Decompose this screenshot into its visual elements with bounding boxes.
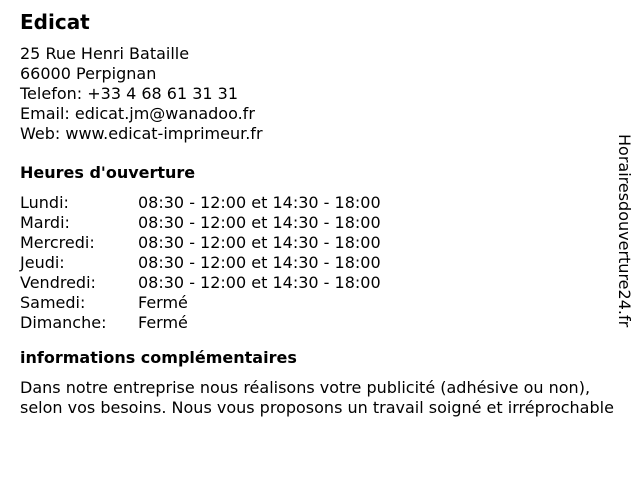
address-street: 25 Rue Henri Bataille <box>20 44 190 63</box>
hours-time: Fermé <box>138 293 188 312</box>
hours-day: Mercredi: <box>20 233 95 252</box>
hours-day: Jeudi: <box>20 253 65 272</box>
site-watermark: Horairesdouverture24.fr <box>615 134 634 328</box>
business-name: Edicat <box>20 10 90 34</box>
web-line: Web: www.edicat-imprimeur.fr <box>20 124 263 143</box>
hours-day: Dimanche: <box>20 313 107 332</box>
hours-time: 08:30 - 12:00 et 14:30 - 18:00 <box>138 253 381 272</box>
hours-row <box>20 233 610 253</box>
hours-heading: Heures d'ouverture <box>20 163 196 182</box>
hours-day: Samedi: <box>20 293 86 312</box>
hours-row <box>20 213 610 233</box>
phone-line: Telefon: +33 4 68 61 31 31 <box>20 84 239 103</box>
email-line: Email: edicat.jm@wanadoo.fr <box>20 104 255 123</box>
business-card <box>20 8 614 418</box>
hours-time: Fermé <box>138 313 188 332</box>
hours-row <box>20 253 610 273</box>
hours-time: 08:30 - 12:00 et 14:30 - 18:00 <box>138 213 381 232</box>
address-block <box>20 44 610 144</box>
hours-day: Mardi: <box>20 213 70 232</box>
hours-row <box>20 293 610 313</box>
hours-row <box>20 313 610 333</box>
address-city: 66000 Perpignan <box>20 64 157 83</box>
hours-day: Vendredi: <box>20 273 96 292</box>
hours-day: Lundi: <box>20 193 69 212</box>
hours-row <box>20 193 610 213</box>
info-text: Dans notre entreprise nous réalisons votre publicité (adhésive ou non), selon vos besoins. Nous vous proposons un travail soigné et irréprochable <box>20 378 614 417</box>
hours-time: 08:30 - 12:00 et 14:30 - 18:00 <box>138 273 381 292</box>
hours-table <box>20 193 610 333</box>
hours-row <box>20 273 610 293</box>
hours-time: 08:30 - 12:00 et 14:30 - 18:00 <box>138 193 381 212</box>
hours-time: 08:30 - 12:00 et 14:30 - 18:00 <box>138 233 381 252</box>
info-heading: informations complémentaires <box>20 348 297 367</box>
